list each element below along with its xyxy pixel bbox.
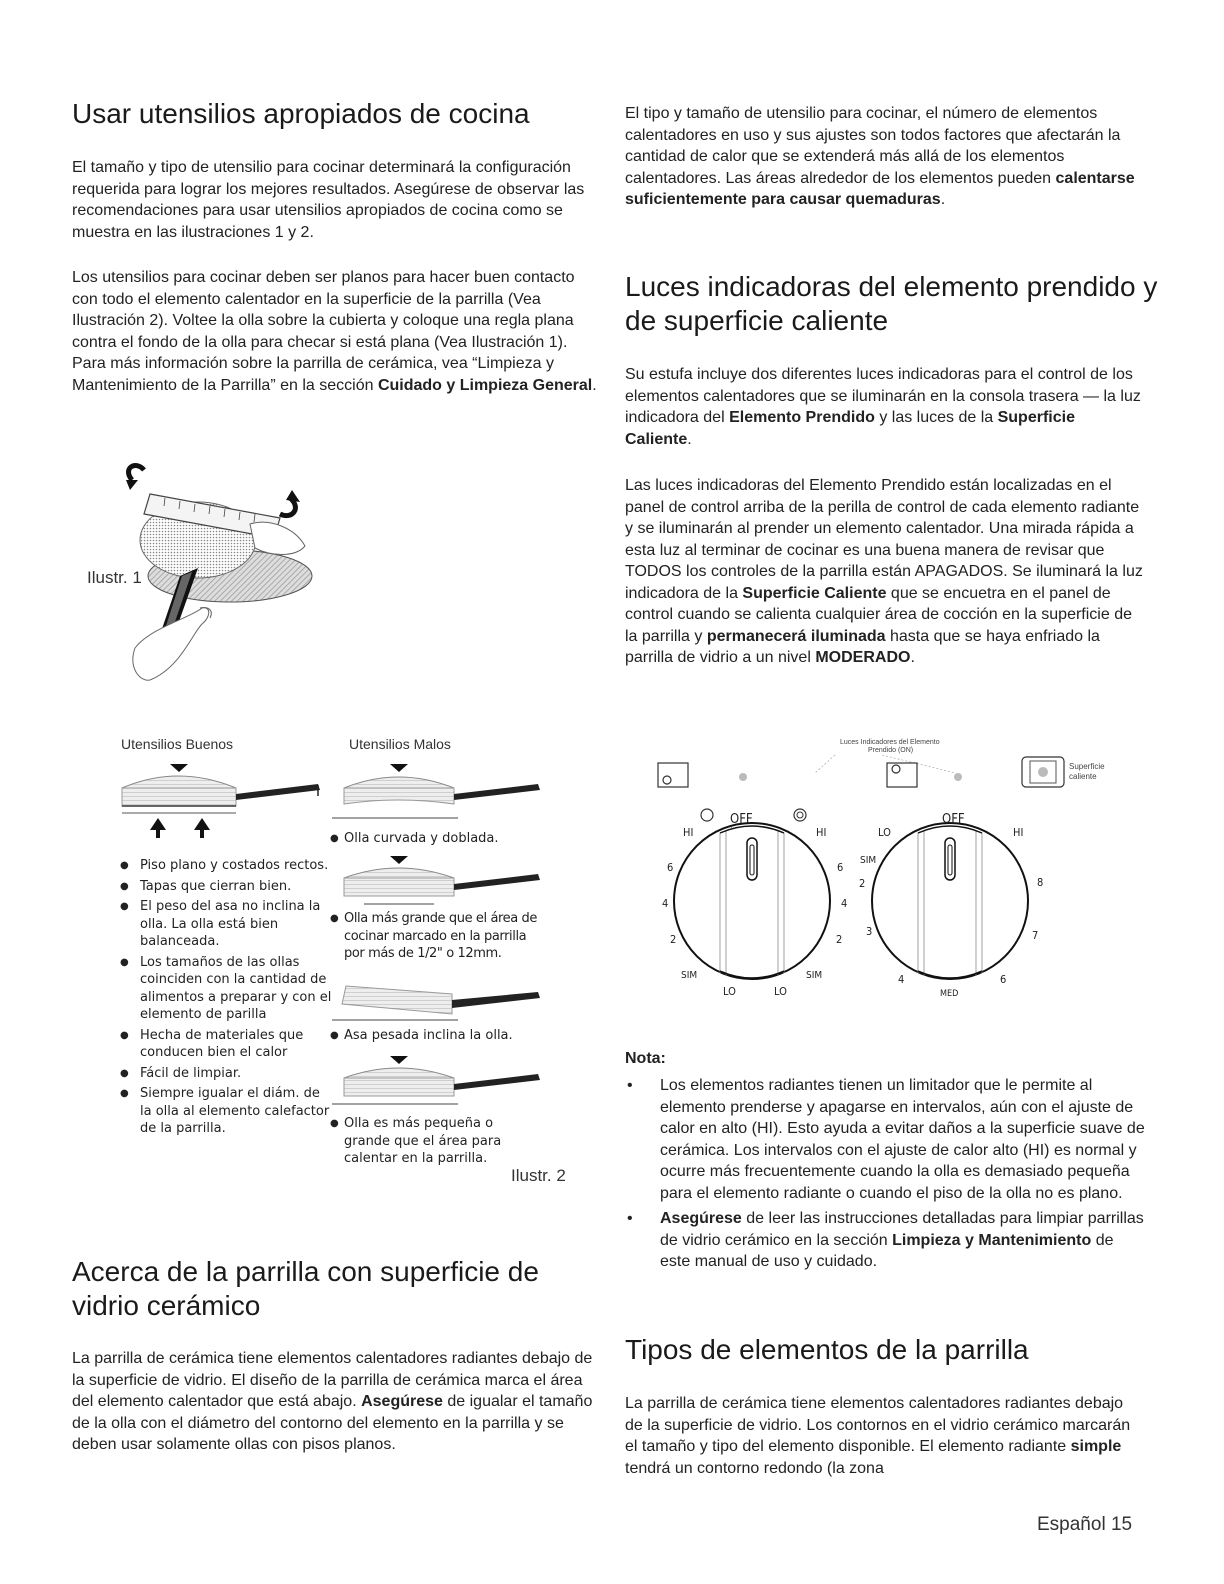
- control-knobs-diagram: [650, 733, 1130, 1008]
- knob-label-sim: SIM: [806, 970, 823, 981]
- bad-pan-mismatch-drawing: [328, 1052, 548, 1112]
- hot-surface-light: [1038, 767, 1048, 777]
- paragraph-tipos-elementos: La parrilla de cerámica tiene elementos calentadores radiantes debajo de la superficie de vidrio. Los contornos en el vidrio cerámico marcarán el tamaño y tipo del elemento disponible. El elemento radiante simple tendrá un contorno redondo (la zona: [625, 1395, 1131, 1477]
- section-heading-utensilios: Usar utensilios apropiados de cocina: [72, 98, 530, 129]
- list-item: ● Los tamaños de las ollas coinciden con la cantidad de alimentos a preparar y con el elemento de parilla: [120, 954, 335, 1024]
- good-utensils-heading: Utensilios Buenos: [121, 736, 234, 752]
- knob-label-sim: SIM: [681, 970, 698, 981]
- bad-pan-warped-drawing: [328, 760, 548, 826]
- bad-note-warped: ● Olla curvada y doblada.: [330, 830, 550, 848]
- good-utensils-list: [120, 857, 335, 1141]
- list-item: ● El peso del asa no inclina la olla. La olla está bien balanceada.: [120, 898, 335, 951]
- knob-label-off: OFF: [942, 812, 965, 827]
- paragraph-luces-detalle: Las luces indicadoras del Elemento Prendido están localizadas en el panel de control arriba de la perilla de control de cada elemento radiante y se iluminarán al prender un elemento calentador. Una mirada rápida a esta luz al terminar de cocinar es una buena manera de revisar que TODOS los controles de la parrilla están APAGADOS. Se iluminará la luz indicadora de la Superficie Caliente que se encuetra en el panel de control cuando se calienta cualquier área de cocción en la superficie de la parrilla y permanecerá iluminada hasta que se haya enfriado la parrilla de vidrio a un nivel MODERADO.: [625, 477, 1143, 666]
- knob-label-lo: LO: [878, 826, 891, 839]
- knob-label-med: MED: [940, 989, 959, 999]
- paragraph-luces-intro: Su estufa incluye dos diferentes luces indicadoras para el control de los elementos calentadores que se iluminarán en la consola trasera — la luz indicadora del Elemento Prendido y las luces de la Superficie Caliente.: [625, 366, 1141, 448]
- hot-surface-label: Superficie: [1069, 762, 1105, 771]
- section-heading-luces-indicadoras: Luces indicadoras del elemento prendido y de superficie caliente: [625, 271, 1158, 336]
- section-heading-vidrio-ceramico: Acerca de la parrilla con superficie de vidrio cerámico: [72, 1256, 539, 1321]
- knob-label-2: 2: [836, 933, 843, 946]
- knob-label-hi: HI: [683, 826, 694, 839]
- bad-pan-oversize-drawing: [328, 852, 548, 912]
- bullet: •: [627, 1210, 633, 1227]
- element-on-light-left: [739, 773, 747, 781]
- knob-label-hi: HI: [1013, 826, 1024, 839]
- illustration-2-label: Ilustr. 2: [511, 1166, 566, 1185]
- bad-note-mismatch: ● Olla es más pequeña o grande que el área para calentar en la parrilla.: [330, 1115, 520, 1168]
- list-item: ● Fácil de limpiar.: [120, 1065, 335, 1083]
- note-list: [625, 1075, 1145, 1277]
- note-title: Nota:: [625, 1050, 666, 1067]
- hot-surface-label: caliente: [1069, 772, 1097, 781]
- list-item: • Asegúrese de leer las instrucciones detalladas para limpiar parrillas de vidrio cerámico en la sección Limpieza y Mantenimiento de este manual de uso y cuidado.: [627, 1210, 1144, 1270]
- list-item: ● Piso plano y costados rectos.: [120, 857, 335, 875]
- paragraph-utensilios-planos: Los utensilios para cocinar deben ser planos para hacer buen contacto con todo el elemento calentador en la superficie de la parrilla (Vea Ilustración 2). Voltee la olla sobre la cubierta y coloque una regla plana contra el fondo de la olla para checar si está plana (Vea Ilustración 1). Para más información sobre la parrilla de cerámica, vea “Limpieza y Mantenimiento de la Parrilla” en la sección Cuidado y Limpieza General.: [72, 269, 597, 394]
- bad-note-oversize: ● Olla más grande que el área de cocinar marcado en la parrilla por más de 1/2" o 12mm.: [330, 910, 550, 963]
- good-pan-drawing: [118, 760, 328, 855]
- right-knob[interactable]: [872, 823, 1028, 979]
- bullet: •: [627, 1077, 633, 1094]
- paragraph-utensilios-intro: El tamaño y tipo de utensilio para cocinar determinará la configuración requerida para lograr los mejores resultados. Asegúrese de observar las recomendaciones para usar utensilios apropiados de cocina como se muestra en las ilustraciones 1 y 2.: [72, 159, 585, 241]
- list-item: ● Tapas que cierran bien.: [120, 878, 335, 896]
- illustration-1-label: Ilustr. 1: [87, 568, 146, 588]
- knob-label-4: 4: [662, 897, 669, 910]
- list-item: • Los elementos radiantes tienen un limitador que le permite al elemento prenderse y apagarse en intervalos, aún con el ajuste de calor en alto (HI). Esto ayuda a evitar daños a la superficie suave de cerámica. Los intervalos con el ajuste de calor alto (HI) es normal y ocurre más frecuentemente cuando la olla es demasiado pequeña para el elemento radiante o cuando el piso de la olla no es plano.: [627, 1077, 1145, 1202]
- knob-label-6: 6: [667, 861, 674, 874]
- knob-label-2: 2: [670, 933, 677, 946]
- knob-label-4: 4: [841, 897, 848, 910]
- knob-label-hi: HI: [816, 826, 827, 839]
- knob-label-6: 6: [1000, 973, 1007, 986]
- knob-label-sim: SIM: [860, 855, 877, 866]
- list-item: ● Hecha de materiales que conducen bien el calor: [120, 1027, 335, 1062]
- knob-label-8: 8: [1037, 876, 1044, 889]
- left-knob[interactable]: [674, 823, 830, 979]
- element-on-light-right: [954, 773, 962, 781]
- paragraph-calor-alrededor: El tipo y tamaño de utensilio para cocinar, el número de elementos calentadores en uso y sus ajustes son todos factores que afectarán la cantidad de calor que se extenderá más allá de los elementos calentadores. Las áreas alrededor de los elementos pueden calentarse suficientemente para causar quemaduras.: [625, 105, 1135, 208]
- callout-label: Prendido (ON): [868, 747, 914, 754]
- knob-label-6: 6: [837, 861, 844, 874]
- bad-pan-heavy-handle-drawing: [328, 980, 548, 1024]
- knob-label-lo: LO: [774, 985, 787, 998]
- knob-label-off: OFF: [730, 812, 753, 827]
- bad-note-heavy-handle: ● Asa pesada inclina la olla.: [330, 1027, 550, 1045]
- list-item: ● Siempre igualar el diám. de la olla al elemento calefactor de la parrilla.: [120, 1085, 335, 1138]
- callout-label: Luces Indicadores del Elemento: [840, 739, 940, 746]
- knob-label-4: 4: [898, 973, 905, 986]
- knob-label-2: 2: [859, 877, 866, 890]
- section-heading-tipos-elementos: Tipos de elementos de la parrilla: [625, 1334, 1029, 1365]
- paragraph-vidrio-ceramico: La parrilla de cerámica tiene elementos calentadores radiantes debajo de la superficie de vidrio. El diseño de la parrilla de cerámica marca el área del elemento calentador que está abajo. Asegúrese de igualar el tamaño de la olla con el diámetro del contorno del elemento en la parrilla y se deben usar solamente ollas con pisos planos.: [72, 1350, 593, 1453]
- knob-label-7: 7: [1032, 929, 1039, 942]
- knob-label-lo: LO: [723, 985, 736, 998]
- bad-utensils-heading: Utensilios Malos: [349, 736, 451, 752]
- knob-label-3: 3: [866, 925, 873, 938]
- page-footer: Español 15: [1037, 1514, 1133, 1535]
